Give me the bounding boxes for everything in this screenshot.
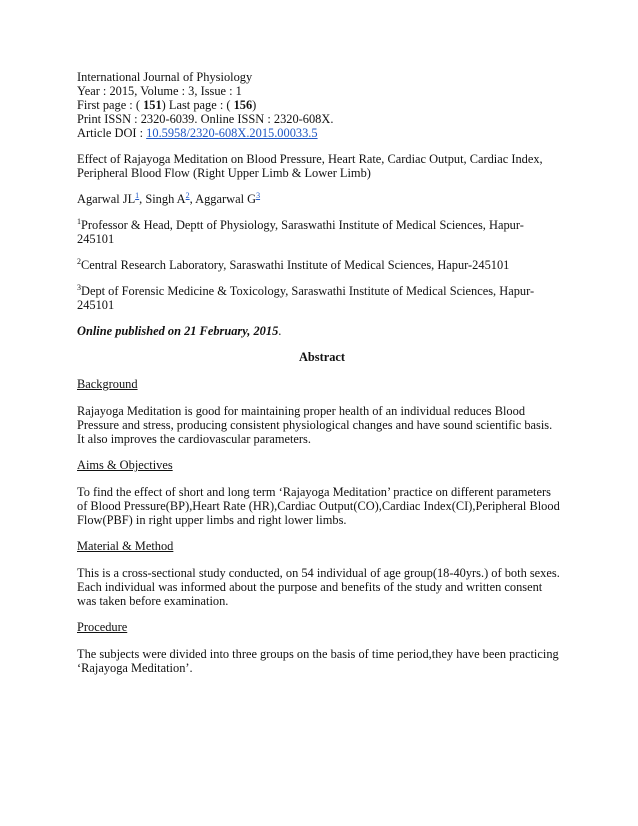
section-title-background: Background — [77, 377, 138, 391]
paragraph-line: was taken before examination. — [77, 594, 229, 608]
journal-pages — [77, 98, 567, 112]
material-paragraph — [77, 566, 567, 608]
affiliation-line — [77, 284, 567, 298]
article-title — [77, 152, 567, 180]
paragraph-line: This is a cross-sectional study conducted, on 54 individual of age group(18-40yrs.) of both sexes. — [77, 566, 560, 580]
affiliation — [77, 284, 567, 312]
author-name: , Aggarwal G — [189, 192, 257, 206]
title-line: Peripheral Blood Flow (Right Upper Limb & Lower Limb) — [77, 166, 371, 180]
paragraph-line: The subjects were divided into three groups on the basis of time period,they have been practicing — [77, 647, 559, 661]
published-date — [77, 324, 567, 338]
paragraph-line: ‘Rajayoga Meditation’. — [77, 661, 193, 675]
journal-doi — [77, 126, 567, 140]
journal-issn: Print ISSN : 2320-6039. Online ISSN : 2320-608X. — [77, 112, 334, 126]
author-affiliation-link[interactable]: 3 — [256, 191, 261, 200]
aims-paragraph — [77, 485, 567, 527]
section-title-procedure: Procedure — [77, 620, 128, 634]
affiliation-line — [77, 258, 567, 272]
abstract-heading: Abstract — [298, 350, 346, 364]
section-title-material: Material & Method — [77, 539, 174, 553]
published-text: Online published on 21 February, 2015 — [77, 324, 279, 338]
pages-mid: ) Last page : ( — [161, 98, 234, 112]
affiliation-line: 245101 — [77, 232, 115, 246]
author-name: , Singh A — [139, 192, 186, 206]
affiliation — [77, 218, 567, 246]
affiliation-line: 245101 — [77, 298, 115, 312]
author-affiliation-link[interactable]: 1 — [135, 191, 140, 200]
procedure-paragraph — [77, 647, 567, 675]
published-line — [77, 324, 567, 338]
affiliation-line — [77, 218, 567, 232]
paragraph-line: of Blood Pressure(BP),Heart Rate (HR),Cardiac Output(CO),Cardiac Index(CI),Peripheral Blood — [77, 499, 560, 513]
journal-info — [77, 70, 567, 140]
affiliation-text: Professor & Head, Deptt of Physiology, Saraswathi Institute of Medical Sciences, Hapur- — [81, 218, 524, 232]
affiliation-number: 3 — [77, 283, 81, 292]
doi-link[interactable]: 10.5958/2320-608X.2015.00033.5 — [146, 126, 318, 140]
paragraph-line: Flow(PBF) in right upper limbs and right lower limbs. — [77, 513, 347, 527]
affiliation-number: 2 — [77, 257, 81, 266]
affiliation — [77, 258, 567, 272]
published-suffix: . — [278, 324, 282, 338]
author-affiliation-link[interactable]: 2 — [185, 191, 190, 200]
title-line: Effect of Rajayoga Meditation on Blood Pressure, Heart Rate, Cardiac Output, Cardiac Index, — [77, 152, 543, 166]
paragraph-line: Pressure and stress, producing consistent physiological changes and have sound scientific basis. — [77, 418, 553, 432]
author-list — [77, 192, 567, 206]
paragraph-line: Each individual was informed about the purpose and benefits of the study and written consent — [77, 580, 543, 594]
section-title-aims: Aims & Objectives — [77, 458, 173, 472]
last-page: 156 — [233, 98, 253, 112]
affiliation-number: 1 — [77, 217, 81, 226]
document-body — [77, 70, 567, 687]
paragraph-line: It also improves the cardiovascular parameters. — [77, 432, 311, 446]
first-page: 151 — [143, 98, 162, 112]
author-name: Agarwal JL — [77, 192, 136, 206]
pages-suffix: ) — [252, 98, 257, 112]
journal-year-volume: Year : 2015, Volume : 3, Issue : 1 — [77, 84, 242, 98]
affiliation-text: Dept of Forensic Medicine & Toxicology, Saraswathi Institute of Medical Sciences, Hapur- — [81, 284, 535, 298]
background-paragraph — [77, 404, 567, 446]
authors-line — [77, 192, 567, 206]
paragraph-line: To find the effect of short and long term ‘Rajayoga Meditation’ practice on different parameters — [77, 485, 551, 499]
journal-name: International Journal of Physiology — [77, 70, 253, 84]
affiliation-text: Central Research Laboratory, Saraswathi Institute of Medical Sciences, Hapur-245101 — [81, 258, 510, 272]
pages-prefix: First page : ( — [77, 98, 144, 112]
paragraph-line: Rajayoga Meditation is good for maintaining proper health of an individual reduces Blood — [77, 404, 526, 418]
doi-prefix: Article DOI : — [77, 126, 147, 140]
